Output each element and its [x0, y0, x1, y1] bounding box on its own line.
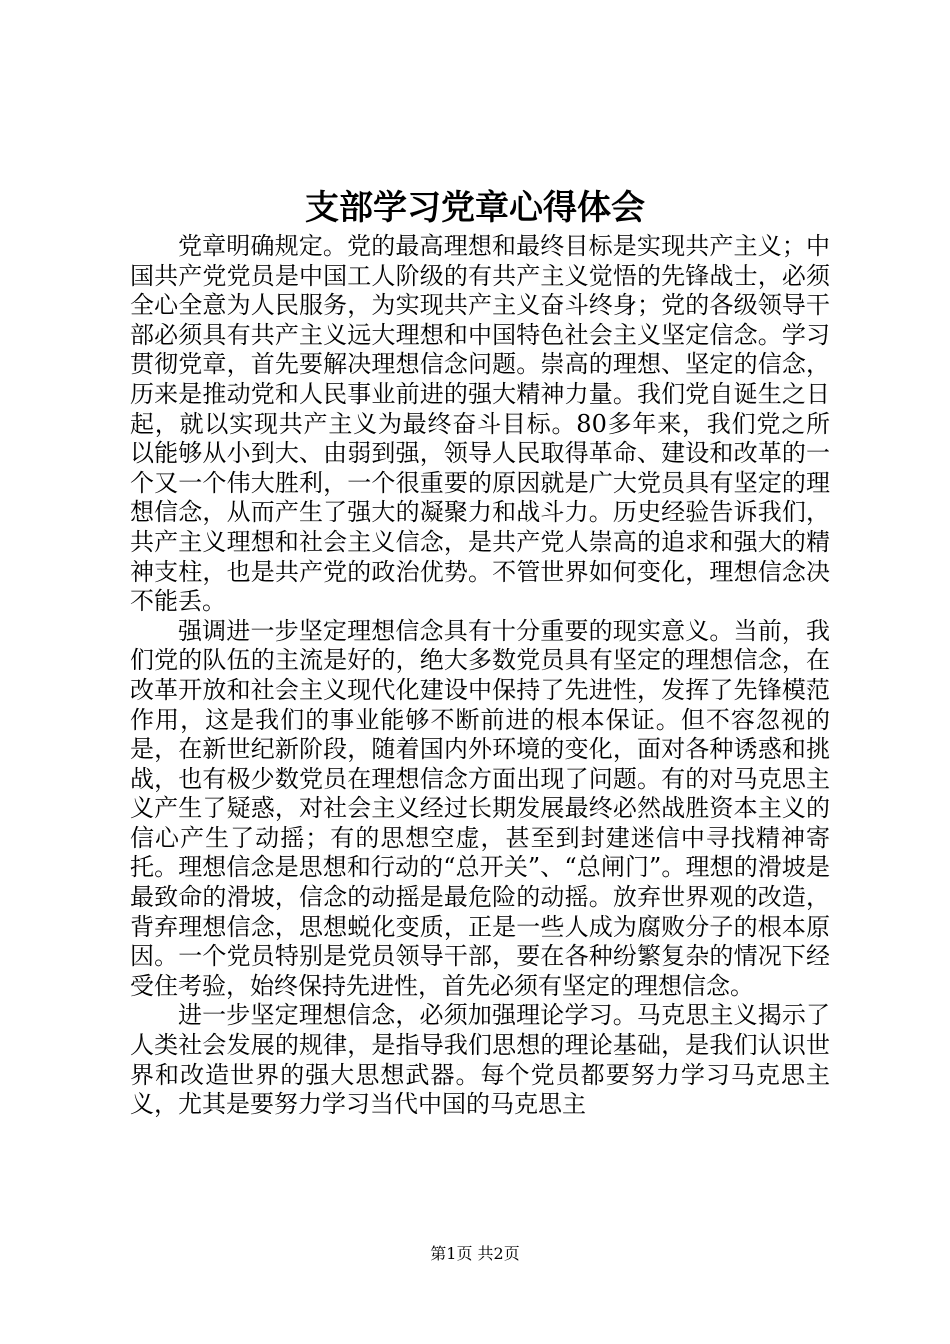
paragraph-1: 党章明确规定。党的最高理想和最终目标是实现共产主义；中国共产党党员是中国工人阶级的有共产主义觉悟的先锋战士，必须全心全意为人民服务，为实现共产主义奋斗终身；党的各级领导干部必须具有共产主义远大理想和中国特色社会主义坚定信念。学习贯彻党章，首先要解决理想信念问题。崇高的理想、坚定的信念，历来是推动党和人民事业前进的强大精神力量。我们党自诞生之日起，就以实现共产主义为最终奋斗目标。80多年来，我们党之所以能够从小到大、由弱到强，领导人民取得革命、建设和改革的一个又一个伟大胜利，一个很重要的原因就是广大党员具有坚定的理想信念，从而产生了强大的凝聚力和战斗力。历史经验告诉我们，共产主义理想和社会主义信念，是共产党人崇高的追求和强大的精神支柱，也是共产党的政治优势。不管世界如何变化，理想信念决不能丢。	[130, 232, 830, 616]
page-title: 支部学习党章心得体会	[305, 188, 645, 228]
page-number-footer: 第1页 共2页	[430, 1244, 520, 1263]
paragraph-3: 进一步坚定理想信念，必须加强理论学习。马克思主义揭示了人类社会发展的规律，是指导我们思想的理论基础，是我们认识世界和改造世界的强大思想武器。每个党员都要努力学习马克思主义，尤其是要努力学习当代中国的马克思主	[130, 1001, 830, 1119]
paragraph-2: 强调进一步坚定理想信念具有十分重要的现实意义。当前，我们党的队伍的主流是好的，绝大多数党员具有坚定的理想信念，在改革开放和社会主义现代化建设中保持了先进性，发挥了先锋模范作用，这是我们的事业能够不断前进的根本保证。但不容忽视的是，在新世纪新阶段，随着国内外环境的变化，面对各种诱惑和挑战，也有极少数党员在理想信念方面出现了问题。有的对马克思主义产生了疑惑，对社会主义经过长期发展最终必然战胜资本主义的信心产生了动摇；有的思想空虚，甚至到封建迷信中寻找精神寄托。理想信念是思想和行动的“总开关”、“总闸门”。理想的滑坡是最致命的滑坡，信念的动摇是最危险的动摇。放弃世界观的改造，背弃理想信念，思想蜕化变质，正是一些人成为腐败分子的根本原因。一个党员特别是党员领导干部，要在各种纷繁复杂的情况下经受住考验，始终保持先进性，首先必须有坚定的理想信念。	[130, 616, 830, 1000]
document-body	[130, 232, 830, 1120]
